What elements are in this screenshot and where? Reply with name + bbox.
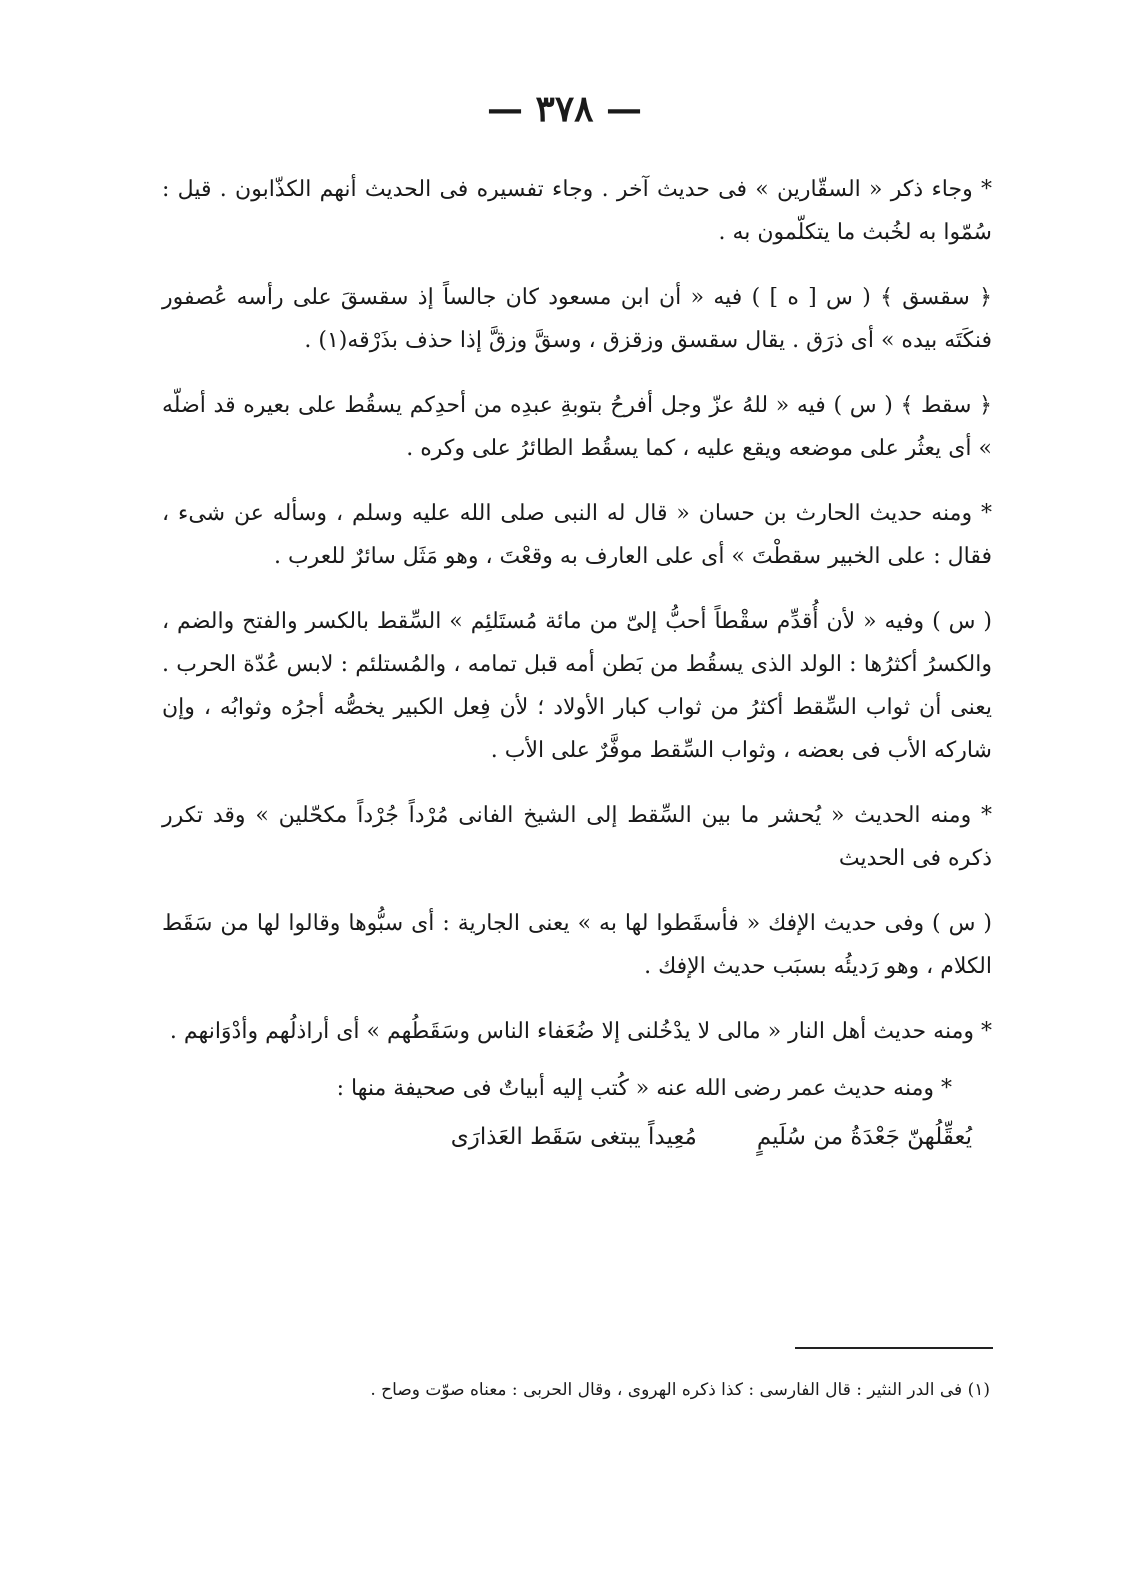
poem-verse [162,1114,992,1160]
footnote-separator [795,1347,993,1349]
main-text [162,168,992,1160]
entry-saqsaq: ﴿ سقسق ﴾ ( س [ ه ] ) فيه « أن ابن مسعود كان جالساً إذ سقسقَ على رأسه عُصفور فنكَتَه بيده » أى ذرَق . يقال سقسق وزقزق ، وسقَّ وزقَّ إذا حذف بذَرْقه(١) . [162,285,992,353]
paragraph-ahl-al-nar: * ومنه حديث أهل النار « مالى لا يدْخُلنى إلا ضُعَفاء الناس وسَقَطُهم » أى أراذلُهم وأدْوَانهم . [169,1019,992,1044]
paragraph-harith-hadith: * ومنه حديث الحارث بن حسان « قال له النبى صلى الله عليه وسلم ، وسأله عن شىء ، فقال : على الخبير سقطْتَ » أى على العارف به وقعْتَ ، وهو مَثَل سائرٌ للعرب . [162,501,992,569]
footnote: (١) فى الدر النثير : قال الفارسى : كذا ذكره الهروى ، وقال الحربى : معناه صوّت وصاح . [370,1380,990,1400]
paragraph-siqt-meaning: ( س ) وفيه « لأن أُقدِّم سقْطاً أحبُّ إلىّ من مائة مُستَلئِم » السِّقط بالكسر والفتح والضم ، والكسرُ أكثرُها : الولد الذى يسقُط من بَطن أمه قبل تمامه ، والمُستلئم : لابس عُدّة الحرب . يعنى أن ثواب السِّقط أكثرُ من ثواب كبار الأولاد ؛ لأن فِعل الكبير يخصُّه أجرُه وثوابُه ، وإن شاركه الأب فى بعضه ، وثواب السِّقط موفَّرٌ على الأب . [162,609,992,763]
page-number: — ٣٧٨ — [486,88,643,130]
paragraph-hashr-hadith: * ومنه الحديث « يُحشر ما بين السِّقط إلى الشيخ الفانى مُرْداً جُرْداً مكحّلين » وقد تكرر ذكره فى الحديث [162,803,992,871]
poem-hemistich-second: مُعِيداً يبتغى سَقَط العَذارَى [450,1124,697,1150]
entry-saqat: ﴿ سقط ﴾ ( س ) فيه « للهُ عزّ وجل أفرحُ بتوبةِ عبدِه من أحدِكم يسقُط على بعيره قد أضلّه » أى يعثُر على موضعه ويقع عليه ، كما يسقُط الطائرُ على وكره . [162,393,992,461]
poem-intro: * ومنه حديث عمر رضى الله عنه « كُتب إليه أبياتٌ فى صحيفة منها : [336,1076,952,1101]
paragraph-ifk-hadith: ( س ) وفى حديث الإفك « فأسقَطوا لها به » يعنى الجارية : أى سبُّوها وقالوا لها من سَقَط الكلام ، وهو رَديئُه بسبَب حديث الإفك . [162,911,992,979]
poem-hemistich-first: يُعقِّلُهنّ جَعْدَةُ من سُلَيمٍ [756,1124,972,1150]
paragraph-saqqarin: * وجاء ذكر « السقّارين » فى حديث آخر . وجاء تفسيره فى الحديث أنهم الكذّابون . قيل : سُمّوا به لخُبث ما يتكلّمون به . [162,177,992,245]
